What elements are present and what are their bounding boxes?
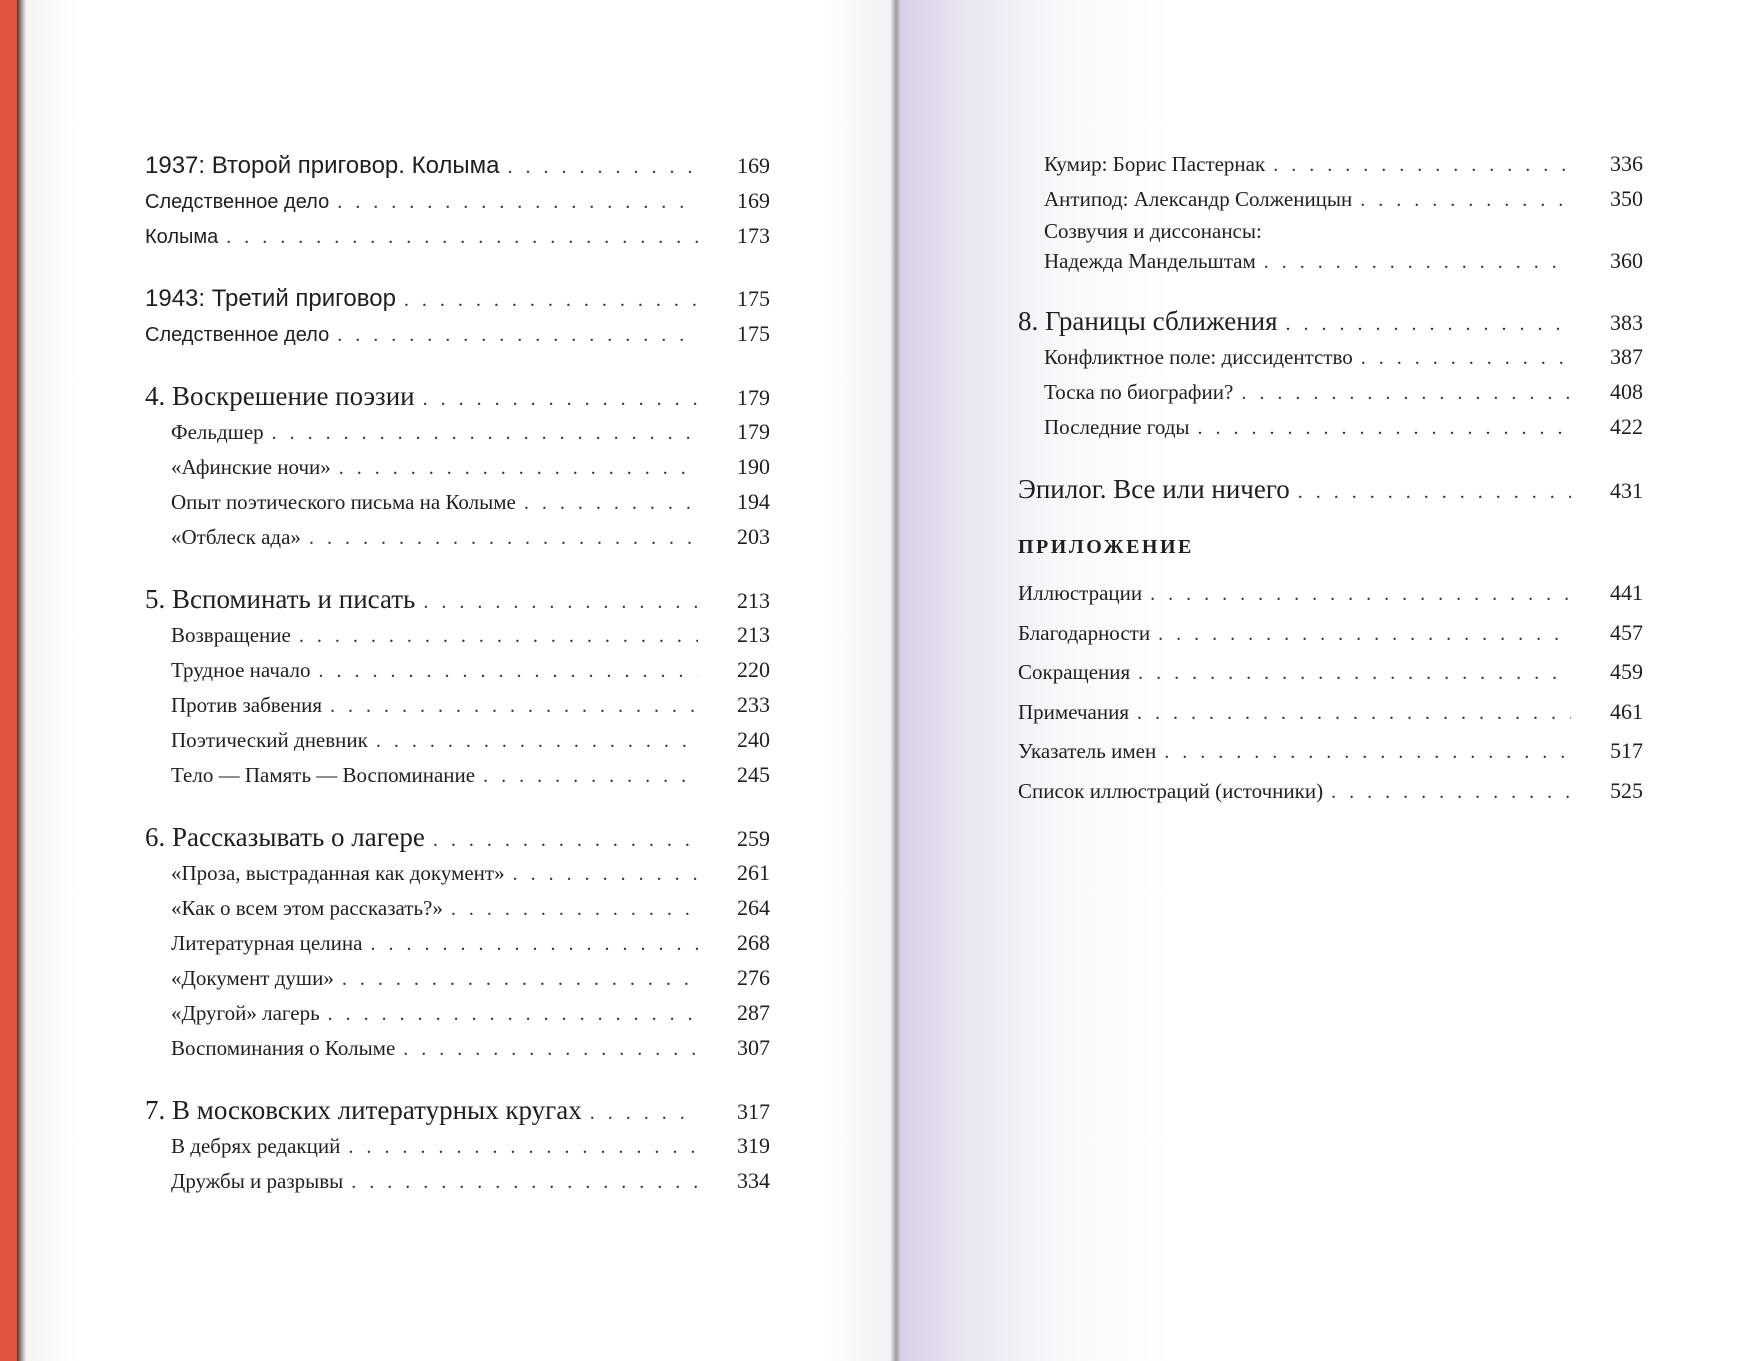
toc-title: Указатель имен	[1018, 739, 1157, 763]
dot-leader	[513, 857, 698, 892]
toc-page-number: 179	[737, 419, 770, 444]
toc-entry[interactable]	[1018, 613, 1643, 653]
toc-entry[interactable]	[1018, 374, 1643, 409]
toc-entry-two-line[interactable]	[1018, 216, 1643, 276]
toc-entry[interactable]	[145, 687, 770, 722]
dot-leader	[351, 1165, 698, 1200]
toc-heading[interactable]	[145, 281, 770, 316]
toc-title: «Как о всем этом рассказать?»	[171, 896, 443, 920]
toc-entry[interactable]	[145, 890, 770, 925]
toc-page-number: 431	[1610, 478, 1643, 503]
toc-page-number: 175	[737, 321, 770, 346]
toc-title: Литературная целина	[171, 931, 363, 955]
toc-page-number: 264	[737, 895, 770, 920]
toc-entry[interactable]	[145, 183, 770, 218]
toc-title-line-2: Надежда Мандельштам	[1044, 249, 1256, 273]
toc-title: «Другой» лагерь	[171, 1001, 320, 1025]
toc-page-number: 268	[737, 930, 770, 955]
dot-leader	[1273, 148, 1571, 183]
toc-entry[interactable]	[1018, 652, 1643, 692]
toc-entry[interactable]	[145, 652, 770, 687]
toc-page-number: 287	[737, 1000, 770, 1025]
toc-entry[interactable]	[1018, 692, 1643, 732]
toc-entry[interactable]	[1018, 409, 1643, 444]
toc-entry[interactable]	[145, 757, 770, 792]
dot-leader	[330, 689, 698, 724]
toc-page-number: 220	[737, 657, 770, 682]
dot-leader	[403, 1032, 698, 1067]
toc-chapter-heading[interactable]	[145, 1093, 770, 1128]
toc-page-number: 441	[1610, 580, 1643, 605]
dot-leader	[1241, 376, 1571, 411]
dot-leader	[1331, 773, 1571, 813]
dot-leader	[1138, 654, 1571, 694]
toc-title: Иллюстрации	[1018, 581, 1143, 605]
dot-leader	[1360, 183, 1571, 218]
toc-title: Против забвения	[171, 693, 323, 717]
toc-entry[interactable]	[145, 925, 770, 960]
toc-page-number: 408	[1610, 379, 1643, 404]
toc-entry[interactable]	[145, 995, 770, 1030]
toc-page-number: 360	[1610, 248, 1643, 273]
toc-chapter-4	[145, 379, 770, 554]
toc-chapter-7-continued	[1018, 146, 1643, 276]
toc-entry[interactable]	[1018, 146, 1643, 181]
toc-page-number: 169	[737, 153, 770, 178]
dot-leader	[318, 654, 698, 689]
toc-page-number: 459	[1610, 659, 1643, 684]
toc-entry[interactable]	[145, 617, 770, 652]
toc-page-number: 169	[737, 188, 770, 213]
toc-title: Трудное начало	[171, 658, 311, 682]
dot-leader	[423, 382, 698, 417]
toc-chapter-7	[145, 1093, 770, 1198]
toc-title: Следственное дело	[145, 324, 330, 346]
toc-title: В дебрях редакций	[171, 1134, 341, 1158]
toc-page-number: 261	[737, 860, 770, 885]
toc-page-number: 175	[737, 286, 770, 311]
toc-page-number: 240	[737, 727, 770, 752]
toc-page-number: 319	[737, 1133, 770, 1158]
dot-leader	[433, 823, 698, 858]
toc-chapter-heading[interactable]	[145, 379, 770, 414]
toc-title: 8. Границы сближения	[1018, 306, 1278, 336]
toc-page-number: 317	[737, 1099, 770, 1124]
toc-entry[interactable]	[145, 1163, 770, 1198]
toc-title: 4. Воскрешение поэзии	[145, 381, 415, 411]
toc-title: Тоска по биографии?	[1044, 380, 1234, 404]
toc-page-number: 383	[1610, 310, 1643, 335]
toc-chapter-8	[1018, 304, 1643, 444]
toc-chapter-heading[interactable]	[145, 820, 770, 855]
toc-page-number: 387	[1610, 344, 1643, 369]
toc-title: Конфликтное поле: диссидентство	[1044, 345, 1353, 369]
toc-page-number: 334	[737, 1168, 770, 1193]
toc-page-number: 461	[1610, 698, 1643, 724]
dot-leader	[1158, 615, 1571, 655]
dot-leader	[348, 1130, 698, 1165]
toc-title: «Документ души»	[171, 966, 334, 990]
dot-leader	[226, 220, 698, 255]
dot-leader	[524, 486, 698, 521]
toc-entry[interactable]	[1018, 573, 1643, 613]
dot-leader	[451, 892, 698, 927]
toc-page-number: 307	[737, 1035, 770, 1060]
toc-heading[interactable]	[145, 148, 770, 183]
toc-entry[interactable]	[1018, 771, 1643, 811]
toc-section-1943	[145, 281, 770, 351]
toc-title: 1943: Третий приговор	[145, 285, 396, 312]
toc-title: «Отблеск ада»	[171, 525, 301, 549]
toc-page-number: 233	[737, 692, 770, 717]
toc-title: Воспоминания о Колыме	[171, 1036, 396, 1060]
right-toc-column	[1018, 146, 1643, 810]
dot-leader	[1137, 694, 1571, 734]
dot-leader	[483, 759, 698, 794]
dot-leader	[376, 724, 698, 759]
dot-leader	[423, 585, 698, 620]
toc-chapter-5	[145, 582, 770, 792]
toc-chapter-6	[145, 820, 770, 1065]
toc-page-number: 259	[737, 826, 770, 851]
toc-title: «Проза, выстраданная как документ»	[171, 861, 505, 885]
toc-entry[interactable]	[145, 519, 770, 554]
toc-page-number: 173	[737, 223, 770, 248]
toc-title: Кумир: Борис Пастернак	[1044, 152, 1266, 176]
toc-page-number: 190	[737, 454, 770, 479]
dot-leader	[1264, 247, 1571, 277]
toc-entry[interactable]	[145, 960, 770, 995]
toc-entry[interactable]	[145, 855, 770, 890]
toc-title: Возвращение	[171, 623, 291, 647]
dot-leader	[309, 521, 698, 556]
toc-title: Примечания	[1018, 699, 1130, 724]
toc-entry[interactable]	[1018, 731, 1643, 771]
toc-entry[interactable]	[145, 316, 770, 351]
toc-title: Список иллюстраций (источники)	[1018, 778, 1324, 803]
toc-page-number: 525	[1610, 777, 1643, 803]
toc-page-number: 422	[1610, 414, 1643, 439]
appendix-heading: ПРИЛОЖЕНИЕ	[1018, 536, 1194, 558]
toc-section-1937	[145, 148, 770, 253]
toc-entry[interactable]	[1018, 339, 1643, 374]
toc-appendix	[1018, 573, 1643, 810]
dot-leader	[404, 283, 698, 318]
toc-title: «Афинские ночи»	[171, 455, 331, 479]
dot-leader	[370, 927, 698, 962]
toc-title: Последние годы	[1044, 415, 1190, 439]
toc-title: Следственное дело	[145, 191, 330, 213]
toc-entry[interactable]	[145, 449, 770, 484]
toc-title: Антипод: Александр Солженицын	[1044, 187, 1353, 211]
toc-chapter-heading[interactable]	[145, 582, 770, 617]
toc-entry[interactable]	[145, 722, 770, 757]
toc-entry[interactable]	[145, 1128, 770, 1163]
dot-leader	[508, 150, 698, 185]
toc-title: Эпилог. Все или ничего	[1018, 474, 1290, 504]
toc-title: 5. Вспоминать и писать	[145, 584, 416, 614]
toc-page-number: 350	[1610, 186, 1643, 211]
toc-entry[interactable]	[145, 218, 770, 253]
toc-entry[interactable]	[1018, 181, 1643, 216]
book-cover-edge	[0, 0, 17, 1361]
dot-leader	[328, 997, 698, 1032]
toc-title: Тело — Память — Воспоминание	[171, 763, 476, 787]
toc-page-number: 517	[1610, 738, 1643, 763]
dot-leader	[339, 451, 698, 486]
toc-page-number: 336	[1610, 151, 1643, 176]
toc-page-number: 213	[737, 588, 770, 613]
toc-entry[interactable]	[145, 484, 770, 519]
toc-title: Благодарности	[1018, 620, 1151, 645]
toc-title: Опыт поэтического письма на Колыме	[171, 490, 516, 514]
toc-title: 7. В московских литературных кругах	[145, 1095, 582, 1125]
left-toc-column	[145, 148, 770, 1198]
dot-leader	[342, 962, 698, 997]
dot-leader	[1198, 411, 1571, 446]
toc-title: Фельдшер	[171, 420, 264, 444]
toc-title: Колыма	[145, 226, 219, 248]
dot-leader	[337, 185, 698, 220]
dot-leader	[1361, 341, 1571, 376]
toc-epilogue[interactable]	[1018, 472, 1643, 507]
toc-page-number: 179	[737, 385, 770, 410]
toc-page-number: 245	[737, 762, 770, 787]
book-cover-inner-edge	[17, 0, 26, 1361]
toc-page-number: 203	[737, 524, 770, 549]
toc-page-number: 457	[1610, 619, 1643, 645]
toc-title-line-1: Созвучия и диссонансы:	[1044, 219, 1262, 243]
dot-leader	[272, 416, 698, 451]
dot-leader	[1164, 733, 1571, 773]
toc-page-number: 276	[737, 965, 770, 990]
dot-leader	[1150, 575, 1571, 615]
toc-entry[interactable]	[145, 414, 770, 449]
toc-title: Дружбы и разрывы	[171, 1169, 344, 1193]
toc-chapter-heading[interactable]	[1018, 304, 1643, 339]
toc-title: Сокращения	[1018, 660, 1131, 684]
toc-title: 6. Рассказывать о лагере	[145, 822, 425, 852]
toc-title: Поэтический дневник	[171, 728, 368, 752]
toc-page-number: 194	[737, 489, 770, 514]
toc-title: 1937: Второй приговор. Колыма	[145, 152, 500, 179]
dot-leader	[299, 619, 698, 654]
toc-entry[interactable]	[145, 1030, 770, 1065]
book-gutter	[891, 0, 901, 1361]
dot-leader	[590, 1096, 698, 1131]
dot-leader	[1286, 307, 1571, 342]
toc-page-number: 213	[737, 622, 770, 647]
dot-leader	[337, 318, 698, 353]
dot-leader	[1298, 475, 1571, 510]
